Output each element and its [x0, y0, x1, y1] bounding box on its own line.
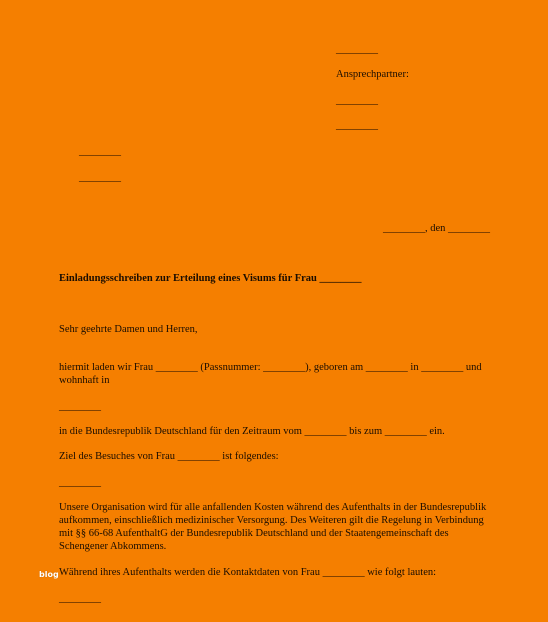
subject-line: Einladungsschreiben zur Erteilung eines Visums für Frau ________ [59, 273, 362, 284]
address-blank: ________ [59, 401, 101, 412]
recipient-blank-2: ________ [79, 172, 121, 183]
period-paragraph: in die Bundesrepublik Deutschland für den Zeitraum vom ________ bis zum ________ ein. [59, 426, 445, 437]
sender-blank-3: ________ [336, 120, 378, 131]
purpose-blank: ________ [59, 477, 101, 488]
costs-paragraph: Unsere Organisation wird für alle anfallenden Kosten während des Aufenthalts in der Bundesrepublik aufkommen, einschließlich medizinischer Versorgung. Des Weiteren gilt die Regelung in Verbindung mit §§ 66-68 AufenthaltG der Bundesrepublik Deutschland und der Staatengemeinschaft des Schengener Abkommens. [59, 502, 487, 552]
blog-watermark-logo: blog [39, 570, 59, 579]
purpose-paragraph: Ziel des Besuches von Frau ________ ist folgendes: [59, 451, 279, 462]
date-line: ________, den ________ [383, 223, 491, 234]
sender-blank-1: ________ [336, 44, 378, 55]
contact-paragraph: Während ihres Aufenthalts werden die Kontaktdaten von Frau ________ wie folgt lauten: [59, 567, 437, 578]
contact-blank: ________ [59, 593, 101, 604]
greeting: Sehr geehrte Damen und Herren, [59, 324, 198, 335]
intro-paragraph: hiermit laden wir Frau ________ (Passnummer: ________), geboren am ________ in ________ und wohnhaft in [59, 362, 482, 386]
recipient-blank-1: ________ [79, 146, 121, 157]
sender-blank-2: ________ [336, 95, 378, 106]
sender-contact-label: Ansprechpartner: [336, 69, 409, 80]
